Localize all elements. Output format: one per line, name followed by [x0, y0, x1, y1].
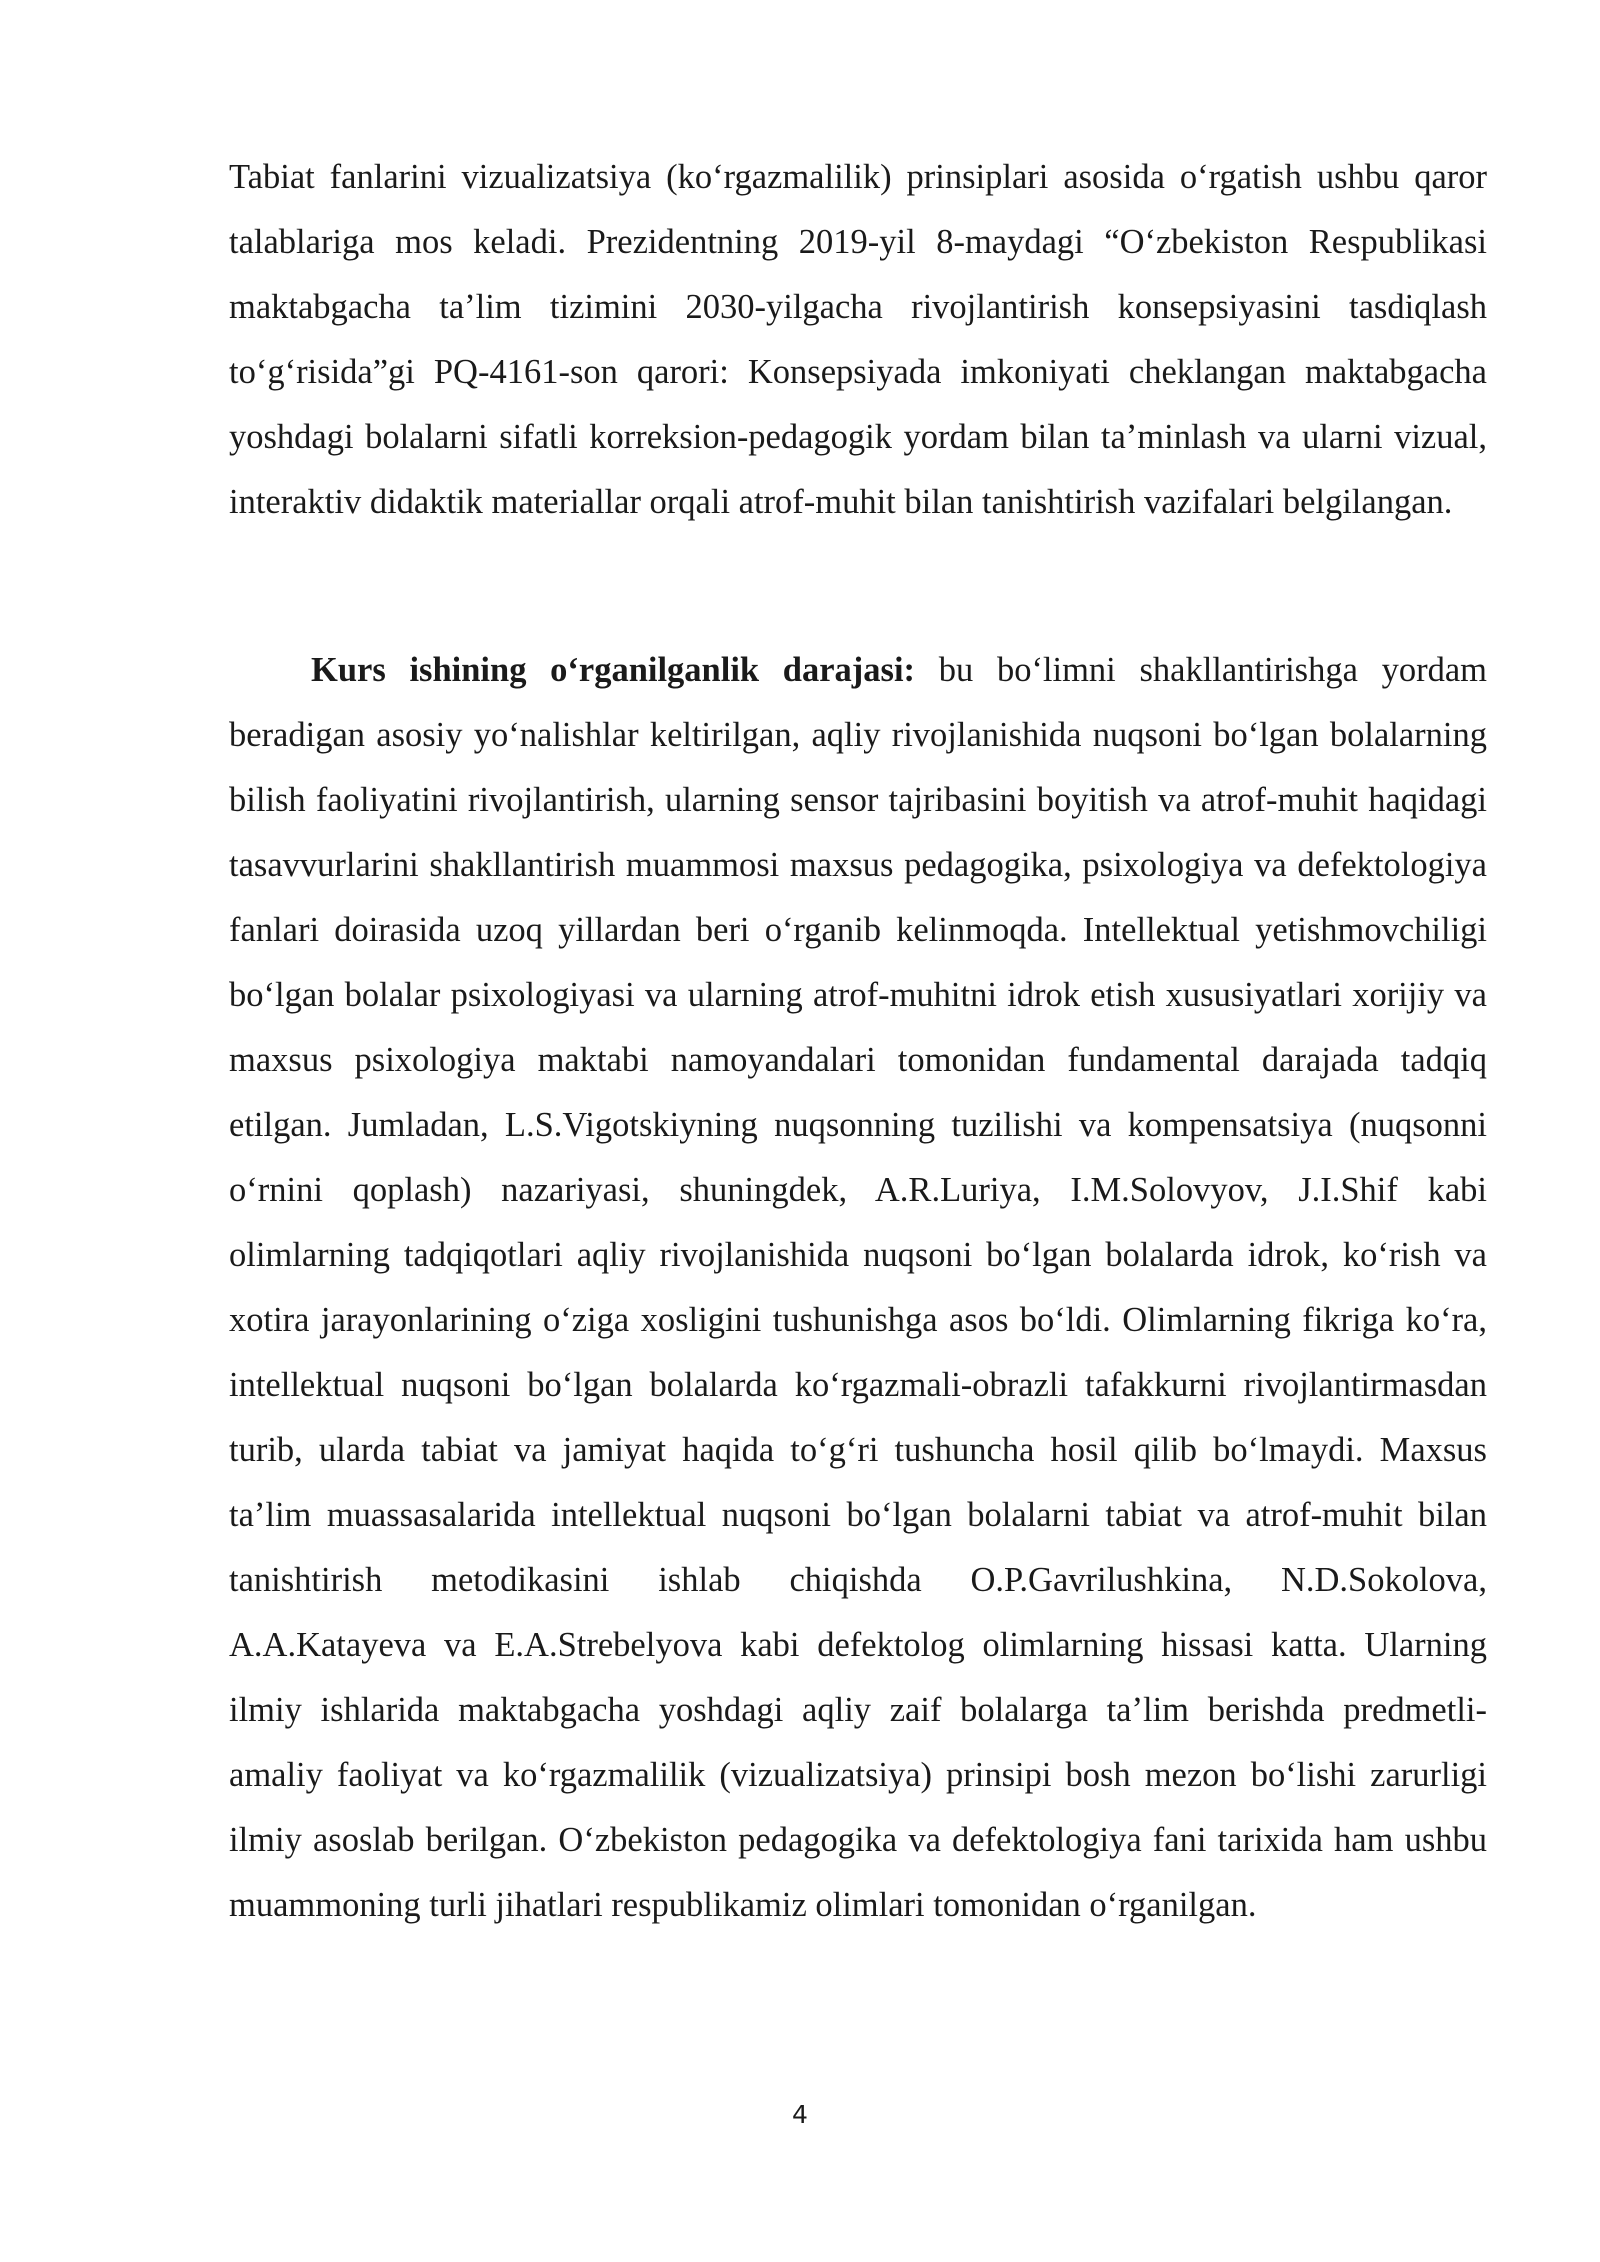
page-number: 4	[792, 2100, 808, 2129]
paragraph-study-level-body: bu boʻlimni shakllantirishga yordam beradigan asosiy yoʻnalishlar keltirilgan, aqliy rivojlanishida nuqsoni boʻlgan bolalarning bilish faoliyatini rivojlantirish, ularning sensor tajribasini boyitish va atrof-muhit haqidagi tasavvurlarini shakllantirish muammosi maxsus pedagogika, psixologiya va defektologiya fanlari doirasida uzoq yillardan beri oʻrganib kelinmoqda. Intellektual yetishmovchiligi boʻlgan bolalar psixologiyasi va ularning atrof-muhitni idrok etish xususiyatlari xorijiy va maxsus psixologiya maktabi namoyandalari tomonidan fundamental darajada tadqiq etilgan. Jumladan, L.S.Vigotskiyning nuqsonning tuzilishi va kompensatsiya (nuqsonni oʻrnini qoplash) nazariyasi, shuningdek, A.R.Luriya, I.M.Solovyov, J.I.Shif kabi olimlarning tadqiqotlari aqliy rivojlanishida nuqsoni boʻlgan bolalarda idrok, koʻrish va xotira jarayonlarining oʻziga xosligini tushunishga asos boʻldi. Olimlarning fikriga koʻra, intellektual nuqsoni boʻlgan bolalarda koʻrgazmali-obrazli tafakkurni rivojlantirmasdan turib, ularda tabiat va jamiyat haqida toʻgʻri tushuncha hosil qilib boʻlmaydi. Maxsus taʼlim muassasalarida intellektual nuqsoni boʻlgan bolalarni tabiat va atrof-muhit bilan tanishtirish metodikasini ishlab chiqishda O.P.Gavrilushkina, N.D.Sokolova, A.A.Katayeva va E.A.Strebelyova kabi defektolog olimlarning hissasi katta. Ularning ilmiy ishlarida maktabgacha yoshdagi aqliy zaif bolalarga taʼlim berishda predmetli-amaliy faoliyat va koʻrgazmalilik (vizualizatsiya) prinsipi bosh mezon boʻlishi zarurligi ilmiy asoslab berilgan. Oʻzbekiston pedagogika va defektologiya fani tarixida ham ushbu muammoning turli jihatlari respublikamiz olimlari tomonidan oʻrganilgan.	[229, 651, 1488, 1924]
paragraph-study-level	[229, 638, 1487, 1938]
paragraph-intro: Tabiat fanlarini vizualizatsiya (koʻrgazmalilik) prinsiplari asosida oʻrgatish ushbu qaror talablariga mos keladi. Prezidentning 2019-yil 8-maydagi “Oʻzbekiston Respublikasi maktabgacha taʼlim tizimini 2030-yilgacha rivojlantirish konsepsiyasini tasdiqlash toʻgʻrisida”gi PQ-4161-son qarori: Konsepsiyada imkoniyati cheklangan maktabgacha yoshdagi bolalarni sifatli korreksion-pedagogik yordam bilan taʼminlash va ularni vizual, interaktiv didaktik materiallar orqali atrof-muhit bilan tanishtirish vazifalari belgilangan.	[229, 158, 1487, 521]
section-lead-heading: Kurs ishining oʻrganilganlik darajasi:	[311, 651, 916, 689]
